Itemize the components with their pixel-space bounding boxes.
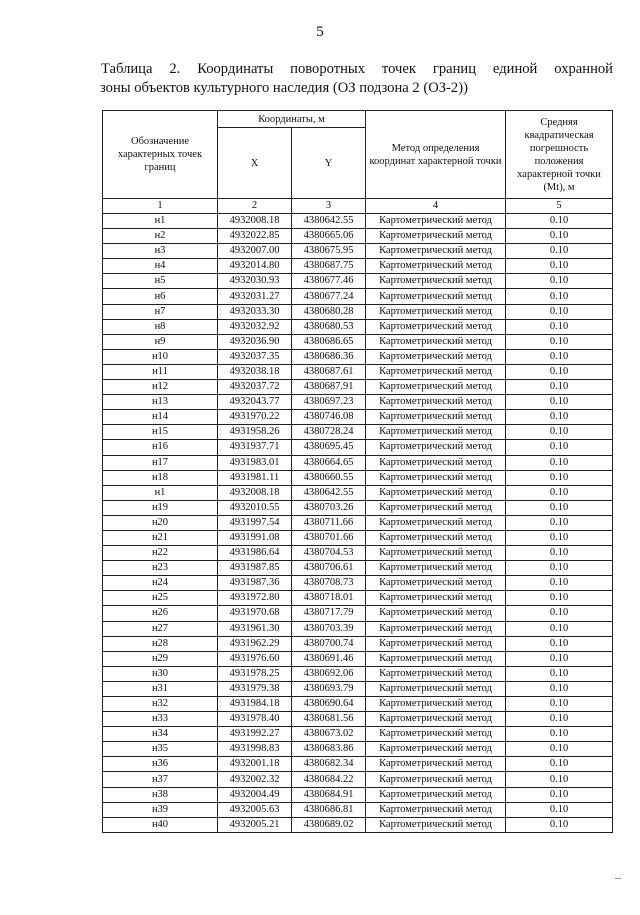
table-row [103,802,613,817]
method-value: Картометрический метод [366,651,506,666]
error-value: 0.10 [506,214,613,229]
y-value: 4380690.64 [292,697,366,712]
point-label: н7 [103,304,218,319]
point-label: н8 [103,319,218,334]
y-value: 4380665.06 [292,229,366,244]
method-value: Картометрический метод [366,757,506,772]
header-y: Y [292,128,366,199]
method-value: Картометрический метод [366,485,506,500]
y-value: 4380693.79 [292,681,366,696]
method-value: Картометрический метод [366,515,506,530]
x-value: 4931998.83 [218,742,292,757]
error-value: 0.10 [506,561,613,576]
point-label: н40 [103,817,218,832]
table-row [103,440,613,455]
method-value: Картометрический метод [366,817,506,832]
y-value: 4380697.23 [292,395,366,410]
point-label: н13 [103,395,218,410]
y-value: 4380681.56 [292,712,366,727]
y-value: 4380703.26 [292,500,366,515]
method-value: Картометрический метод [366,410,506,425]
table-row [103,530,613,545]
error-value: 0.10 [506,621,613,636]
x-value: 4931961.30 [218,621,292,636]
point-label: н30 [103,666,218,681]
page-number: 5 [316,24,324,40]
header-point: Обозначение характерных точек границ [103,111,218,199]
x-value: 4932031.27 [218,289,292,304]
error-value: 0.10 [506,727,613,742]
x-value: 4932030.93 [218,274,292,289]
error-value: 0.10 [506,712,613,727]
point-label: н24 [103,576,218,591]
table-row [103,681,613,696]
point-label: н1 [103,485,218,500]
x-value: 4931972.80 [218,591,292,606]
error-value: 0.10 [506,651,613,666]
point-label: н34 [103,727,218,742]
point-label: н38 [103,787,218,802]
table-row [103,757,613,772]
y-value: 4380642.55 [292,485,366,500]
x-value: 4932005.63 [218,802,292,817]
y-value: 4380682.34 [292,757,366,772]
error-value: 0.10 [506,515,613,530]
y-value: 4380711.66 [292,515,366,530]
method-value: Картометрический метод [366,455,506,470]
y-value: 4380691.46 [292,651,366,666]
y-value: 4380708.73 [292,576,366,591]
table-row [103,772,613,787]
x-value: 4932014.80 [218,259,292,274]
method-value: Картометрический метод [366,380,506,395]
method-value: Картометрический метод [366,319,506,334]
x-value: 4931979.38 [218,681,292,696]
table-row [103,697,613,712]
method-value: Картометрический метод [366,772,506,787]
method-value: Картометрический метод [366,787,506,802]
table-row [103,787,613,802]
point-label: н15 [103,425,218,440]
point-label: н5 [103,274,218,289]
method-value: Картометрический метод [366,697,506,712]
point-label: н11 [103,364,218,379]
point-label: н14 [103,410,218,425]
table-row [103,319,613,334]
x-value: 4931958.26 [218,425,292,440]
method-value: Картометрический метод [366,214,506,229]
method-value: Картометрический метод [366,742,506,757]
x-value: 4931984.18 [218,697,292,712]
y-value: 4380686.36 [292,349,366,364]
error-value: 0.10 [506,772,613,787]
method-value: Картометрический метод [366,259,506,274]
y-value: 4380687.91 [292,380,366,395]
x-value: 4932033.30 [218,304,292,319]
point-label: н33 [103,712,218,727]
table-row [103,380,613,395]
x-value: 4931997.54 [218,515,292,530]
error-value: 0.10 [506,364,613,379]
method-value: Картометрический метод [366,621,506,636]
table-row [103,636,613,651]
error-value: 0.10 [506,757,613,772]
method-value: Картометрический метод [366,561,506,576]
error-value: 0.10 [506,817,613,832]
x-value: 4931978.40 [218,712,292,727]
table-row [103,274,613,289]
error-value: 0.10 [506,742,613,757]
error-value: 0.10 [506,787,613,802]
caption-line-1: Таблица 2. Координаты поворотных точек границ единой охранной [101,61,613,77]
x-value: 4932010.55 [218,500,292,515]
x-value: 4932004.49 [218,787,292,802]
x-value: 4931987.36 [218,576,292,591]
error-value: 0.10 [506,395,613,410]
error-value: 0.10 [506,500,613,515]
header-x: X [218,128,292,199]
scan-mark [615,878,621,879]
table-row [103,244,613,259]
method-value: Картометрический метод [366,636,506,651]
y-value: 4380660.55 [292,470,366,485]
header-method: Метод определения координат характерной точки [366,111,506,199]
x-value: 4932008.18 [218,214,292,229]
table-row [103,425,613,440]
table-row [103,304,613,319]
y-value: 4380718.01 [292,591,366,606]
table-row [103,651,613,666]
x-value: 4932037.35 [218,349,292,364]
x-value: 4932008.18 [218,485,292,500]
error-value: 0.10 [506,576,613,591]
column-number: 3 [292,199,366,214]
y-value: 4380675.95 [292,244,366,259]
point-label: н10 [103,349,218,364]
table-row [103,546,613,561]
point-label: н1 [103,214,218,229]
y-value: 4380692.06 [292,666,366,681]
column-number: 5 [506,199,613,214]
table-row [103,500,613,515]
error-value: 0.10 [506,304,613,319]
point-label: н32 [103,697,218,712]
x-value: 4931976.60 [218,651,292,666]
point-label: н36 [103,757,218,772]
y-value: 4380687.75 [292,259,366,274]
point-label: н23 [103,561,218,576]
table-row [103,561,613,576]
table-row [103,742,613,757]
point-label: н16 [103,440,218,455]
table-row [103,470,613,485]
x-value: 4932002.32 [218,772,292,787]
table-row [103,395,613,410]
table-row [103,229,613,244]
y-value: 4380700.74 [292,636,366,651]
error-value: 0.10 [506,289,613,304]
point-label: н31 [103,681,218,696]
point-label: н20 [103,515,218,530]
method-value: Картометрический метод [366,274,506,289]
point-label: н39 [103,802,218,817]
y-value: 4380684.22 [292,772,366,787]
method-value: Картометрический метод [366,364,506,379]
y-value: 4380704.53 [292,546,366,561]
y-value: 4380683.86 [292,742,366,757]
point-label: н37 [103,772,218,787]
point-label: н26 [103,606,218,621]
point-label: н6 [103,289,218,304]
y-value: 4380664.65 [292,455,366,470]
table-row [103,666,613,681]
error-value: 0.10 [506,244,613,259]
y-value: 4380680.28 [292,304,366,319]
point-label: н29 [103,651,218,666]
y-value: 4380728.24 [292,425,366,440]
method-value: Картометрический метод [366,244,506,259]
point-label: н19 [103,500,218,515]
point-label: н22 [103,546,218,561]
y-value: 4380717.79 [292,606,366,621]
method-value: Картометрический метод [366,500,506,515]
method-value: Картометрический метод [366,546,506,561]
error-value: 0.10 [506,425,613,440]
table-row [103,727,613,742]
table-row [103,515,613,530]
point-label: н9 [103,334,218,349]
x-value: 4931970.68 [218,606,292,621]
method-value: Картометрический метод [366,349,506,364]
error-value: 0.10 [506,591,613,606]
y-value: 4380686.81 [292,802,366,817]
caption-line-2: зоны объектов культурного наследия (ОЗ подзона 2 (ОЗ-2)) [100,80,468,96]
error-value: 0.10 [506,697,613,712]
column-number: 2 [218,199,292,214]
method-value: Картометрический метод [366,712,506,727]
error-value: 0.10 [506,410,613,425]
x-value: 4931937.71 [218,440,292,455]
x-value: 4931991.08 [218,530,292,545]
error-value: 0.10 [506,380,613,395]
x-value: 4931983.01 [218,455,292,470]
table-row [103,334,613,349]
point-label: н4 [103,259,218,274]
error-value: 0.10 [506,546,613,561]
method-value: Картометрический метод [366,304,506,319]
method-value: Картометрический метод [366,666,506,681]
x-value: 4931981.11 [218,470,292,485]
coordinates-table [102,110,613,833]
method-value: Картометрический метод [366,229,506,244]
x-value: 4932005.21 [218,817,292,832]
x-value: 4932007.00 [218,244,292,259]
error-value: 0.10 [506,666,613,681]
method-value: Картометрический метод [366,289,506,304]
table-row [103,289,613,304]
table-caption [101,60,613,98]
method-value: Картометрический метод [366,802,506,817]
point-label: н25 [103,591,218,606]
header-coordinates: Координаты, м [218,111,366,128]
method-value: Картометрический метод [366,334,506,349]
point-label: н12 [103,380,218,395]
method-value: Картометрический метод [366,727,506,742]
error-value: 0.10 [506,485,613,500]
y-value: 4380642.55 [292,214,366,229]
method-value: Картометрический метод [366,425,506,440]
method-value: Картометрический метод [366,606,506,621]
x-value: 4932038.18 [218,364,292,379]
y-value: 4380701.66 [292,530,366,545]
x-value: 4931987.85 [218,561,292,576]
table-row [103,591,613,606]
error-value: 0.10 [506,636,613,651]
y-value: 4380680.53 [292,319,366,334]
error-value: 0.10 [506,606,613,621]
point-label: н2 [103,229,218,244]
y-value: 4380686.65 [292,334,366,349]
error-value: 0.10 [506,455,613,470]
error-value: 0.10 [506,229,613,244]
table-row [103,621,613,636]
point-label: н35 [103,742,218,757]
table-row [103,485,613,500]
x-value: 4931986.64 [218,546,292,561]
error-value: 0.10 [506,802,613,817]
x-value: 4931992.27 [218,727,292,742]
method-value: Картометрический метод [366,530,506,545]
y-value: 4380689.02 [292,817,366,832]
point-label: н27 [103,621,218,636]
y-value: 4380684.91 [292,787,366,802]
table-row [103,349,613,364]
y-value: 4380677.46 [292,274,366,289]
x-value: 4931962.29 [218,636,292,651]
method-value: Картометрический метод [366,681,506,696]
table-row [103,259,613,274]
column-number: 1 [103,199,218,214]
method-value: Картометрический метод [366,576,506,591]
table-row [103,606,613,621]
error-value: 0.10 [506,274,613,289]
method-value: Картометрический метод [366,470,506,485]
point-label: н3 [103,244,218,259]
x-value: 4932022.85 [218,229,292,244]
x-value: 4931970.22 [218,410,292,425]
point-label: н21 [103,530,218,545]
y-value: 4380677.24 [292,289,366,304]
error-value: 0.10 [506,349,613,364]
point-label: н17 [103,455,218,470]
table-row [103,455,613,470]
error-value: 0.10 [506,530,613,545]
y-value: 4380673.02 [292,727,366,742]
table-row [103,410,613,425]
y-value: 4380746.08 [292,410,366,425]
method-value: Картометрический метод [366,395,506,410]
table-row [103,712,613,727]
x-value: 4932043.77 [218,395,292,410]
method-value: Картометрический метод [366,440,506,455]
error-value: 0.10 [506,681,613,696]
x-value: 4932032.92 [218,319,292,334]
column-number: 4 [366,199,506,214]
x-value: 4931978.25 [218,666,292,681]
x-value: 4932037.72 [218,380,292,395]
x-value: 4932001.18 [218,757,292,772]
point-label: н18 [103,470,218,485]
error-value: 0.10 [506,470,613,485]
error-value: 0.10 [506,259,613,274]
error-value: 0.10 [506,319,613,334]
error-value: 0.10 [506,334,613,349]
y-value: 4380706.61 [292,561,366,576]
method-value: Картометрический метод [366,591,506,606]
table-row [103,364,613,379]
point-label: н28 [103,636,218,651]
y-value: 4380703.39 [292,621,366,636]
y-value: 4380695.45 [292,440,366,455]
header-error: Средняя квадратическая погрешность положения характерной точки (Mt), м [506,111,613,199]
table-row [103,576,613,591]
y-value: 4380687.61 [292,364,366,379]
x-value: 4932036.90 [218,334,292,349]
table-row [103,214,613,229]
error-value: 0.10 [506,440,613,455]
table-row [103,817,613,832]
